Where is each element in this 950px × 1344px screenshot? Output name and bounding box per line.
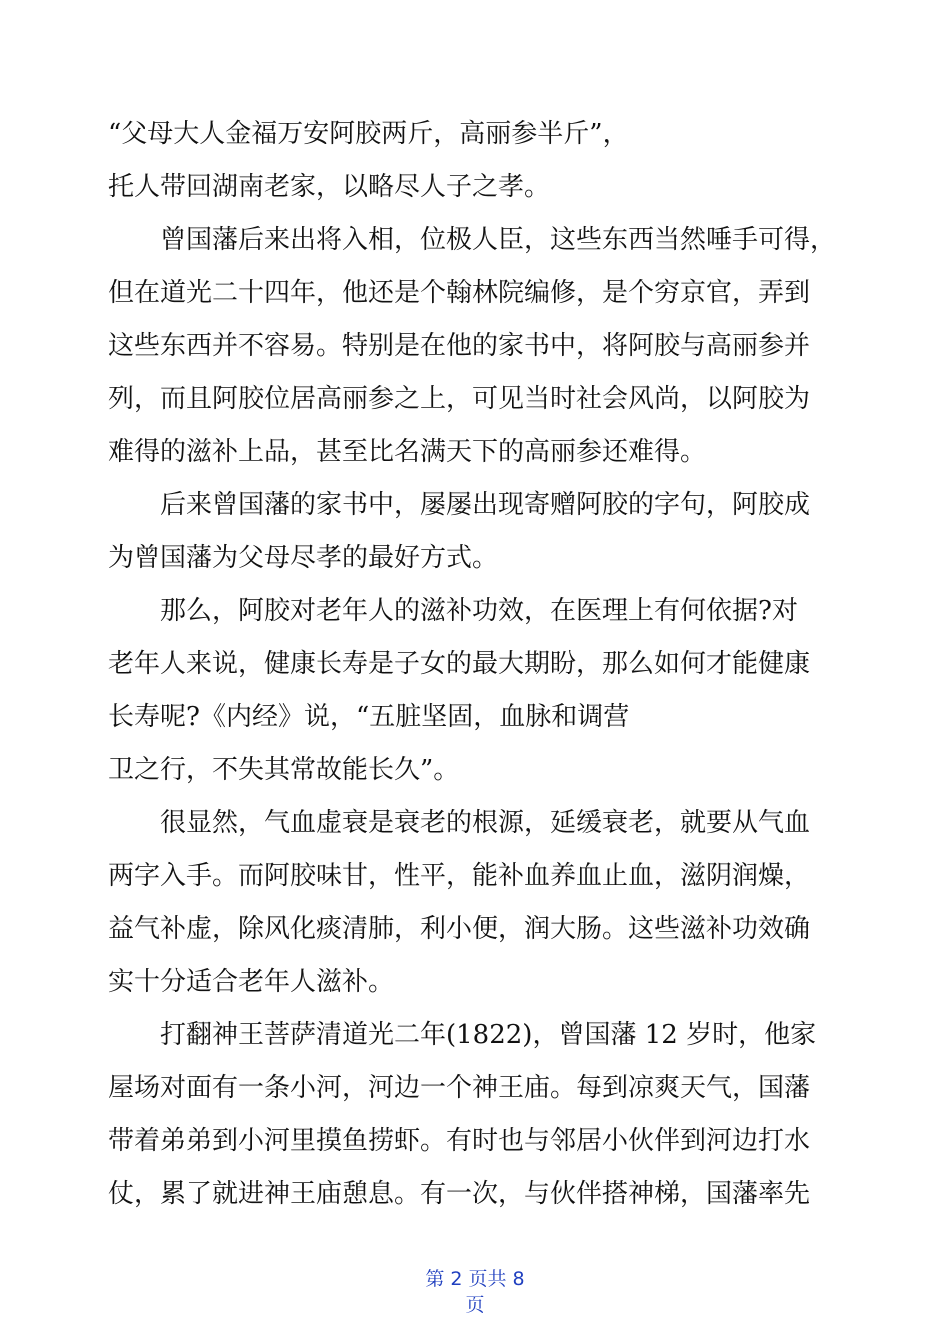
text-line: 但在道光二十四年，他还是个翰林院编修，是个穷京官，弄到 (108, 278, 811, 308)
page-footer-line-2: 页 (465, 1294, 485, 1316)
text-line: 曾国藩后来出将入相，位极人臣，这些东西当然唾手可得， (160, 225, 837, 255)
text-line: 很显然，气血虚衰是衰老的根源，延缓衰老，就要从气血 (160, 808, 811, 838)
text-line: 屋场对面有一条小河，河边一个神王庙。每到凉爽天气，国藩 (108, 1073, 811, 1103)
page-footer-line-1: 第 2 页共 8 (425, 1268, 525, 1290)
text-line: 为曾国藩为父母尽孝的最好方式。 (108, 543, 499, 573)
text-line: 益气补虚，除风化痰清肺，利小便，润大肠。这些滋补功效确 (108, 914, 811, 944)
text-line: 仗，累了就进神王庙憩息。有一次，与伙伴搭神梯，国藩率先 (108, 1179, 811, 1209)
document-body (108, 108, 848, 1221)
text-line: 这些东西并不容易。特别是在他的家书中，将阿胶与高丽参并 (108, 331, 811, 361)
text-line: 带着弟弟到小河里摸鱼捞虾。有时也与邻居小伙伴到河边打水 (108, 1126, 811, 1156)
text-line: 长寿呢?《内经》说，“五脏坚固，血脉和调营 (108, 702, 630, 732)
text-line: “父母大人金福万安阿胶两斤，高丽参半斤”， (108, 119, 629, 149)
text-line: 打翻神王菩萨清道光二年(1822)，曾国藩 12 岁时，他家 (160, 1020, 817, 1050)
text-line: 那么，阿胶对老年人的滋补功效，在医理上有何依据?对 (160, 596, 798, 626)
text-line: 卫之行，不失其常故能长久”。 (108, 755, 460, 785)
text-line: 难得的滋补上品，甚至比名满天下的高丽参还难得。 (108, 437, 707, 467)
text-line: 列，而且阿胶位居高丽参之上，可见当时社会风尚，以阿胶为 (108, 384, 811, 414)
text-line: 托人带回湖南老家，以略尽人子之孝。 (108, 172, 551, 202)
text-line: 老年人来说，健康长寿是子女的最大期盼，那么如何才能健康 (108, 649, 811, 679)
text-line: 后来曾国藩的家书中，屡屡出现寄赠阿胶的字句，阿胶成 (160, 490, 811, 520)
text-line: 实十分适合老年人滋补。 (108, 967, 395, 997)
text-line: 两字入手。而阿胶味甘，性平，能补血养血止血，滋阴润燥， (108, 861, 811, 891)
